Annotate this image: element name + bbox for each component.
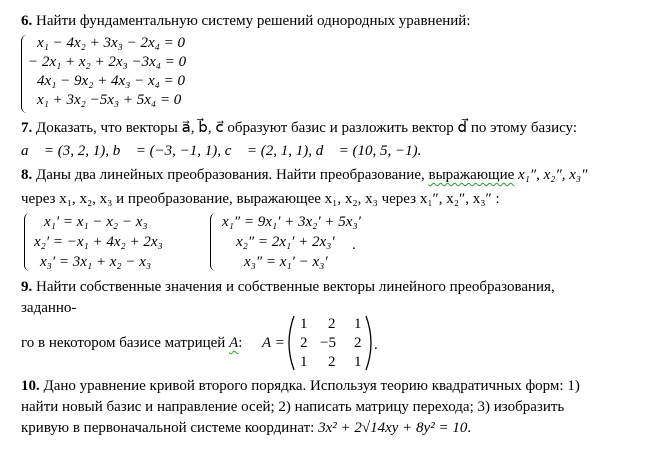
right-system-brace xyxy=(210,213,219,271)
right-paren xyxy=(366,316,371,370)
problem-number: 10. xyxy=(21,378,40,394)
colon: : xyxy=(238,335,243,351)
right-equation: x₁″ = 9x₁′ + 3x₂′ + 5x₃′ xyxy=(222,214,361,230)
right-equation: x₂″ = 2x₁′ + 2x₃′ xyxy=(236,234,335,250)
text-fragment: кривую в первоначальной системе координат: xyxy=(21,420,315,436)
matrix-name: A xyxy=(229,335,239,351)
matrix-cell: 1 xyxy=(354,316,362,332)
problem-text: Найти собственные значения и собственные векторы линейного преобразования, xyxy=(36,279,555,295)
problem-9-heading xyxy=(21,280,555,295)
problem-text-line2: найти новый базис и направление осей; 2) написать матрицу перехода; 3) изобразить xyxy=(21,399,565,415)
period: . xyxy=(374,337,378,353)
equation: − 2x₁ + x₂ + 2x₃ −3x₄ = 0 xyxy=(28,54,187,70)
problem-text-line3 xyxy=(21,336,242,351)
matrix-cell: 2 xyxy=(300,335,308,351)
problem-text-line2: через x₁, x₂, x₃ и преобразование, выражающее x₁, x₂, x₃ через x₁″, x₂″, x₃″ : xyxy=(21,191,500,207)
variables: x₁″, x₂″, x₃″ xyxy=(518,167,588,183)
matrix-label: A = xyxy=(262,335,285,351)
problem-8-heading xyxy=(21,168,587,183)
problem-text-line2: заданно- xyxy=(21,300,77,316)
problem-text-line3 xyxy=(21,421,471,436)
curve-equation: 3x² + 2√14xy + 8y² = 10 xyxy=(318,420,468,436)
problem-text: Доказать, что векторы a⃗, b⃗, c⃗ образуют базис и разложить вектор d⃗ по этому базису: xyxy=(36,120,578,136)
problem-7-heading xyxy=(21,121,577,136)
problem-number: 7. xyxy=(21,120,33,136)
system-brace xyxy=(21,35,30,113)
spellcheck-word: выражающие xyxy=(428,167,515,183)
text-fragment: го в некотором базисе матрицей xyxy=(21,335,226,351)
vector-definitions: a⃗ = (3, 2, 1), b⃗ = (−3, −1, 1), c⃗ = (2, 1, 1), d⃗ = (10, 5, −1). xyxy=(21,143,422,159)
problem-text: Дано уравнение кривой второго порядка. Используя теорию квадратичных форм: 1) xyxy=(43,378,580,394)
matrix-cell: 1 xyxy=(354,354,362,370)
matrix-cell: 2 xyxy=(354,335,362,351)
matrix-cell: −5 xyxy=(320,335,336,351)
left-paren xyxy=(289,316,294,370)
right-equation: x₃″ = x₁′ − x₃′ xyxy=(244,254,328,270)
equation: x₁ + 3x₂ −5x₃ + 5x₄ = 0 xyxy=(37,92,182,108)
problem-10-heading xyxy=(21,379,580,394)
matrix-cell: 2 xyxy=(328,354,336,370)
period: . xyxy=(352,237,356,253)
problem-number: 8. xyxy=(21,167,33,183)
left-equation: x₃′ = 3x₁ + x₂ − x₃ xyxy=(40,254,152,270)
matrix-cell: 1 xyxy=(300,354,308,370)
left-equation: x₁′ = x₁ − x₂ − x₃ xyxy=(44,214,148,230)
problem-text: Даны два линейных преобразования. Найти преобразование, xyxy=(36,167,425,183)
problem-text: Найти фундаментальную систему решений однородных уравнений: xyxy=(36,13,471,29)
equation: x₁ − 4x₂ + 3x₃ − 2x₄ = 0 xyxy=(37,35,185,51)
period: . xyxy=(467,420,472,436)
matrix-cell: 2 xyxy=(328,316,336,332)
problem-6-heading xyxy=(21,14,470,29)
left-equation: x₂′ = −x₁ + 4x₂ + 2x₃ xyxy=(34,234,163,250)
problem-number: 6. xyxy=(21,13,33,29)
left-system-brace xyxy=(24,213,33,271)
equation: 4x₁ − 9x₂ + 4x₃ − x₄ = 0 xyxy=(37,73,185,89)
matrix-cell: 1 xyxy=(300,316,308,332)
problem-number: 9. xyxy=(21,279,33,295)
